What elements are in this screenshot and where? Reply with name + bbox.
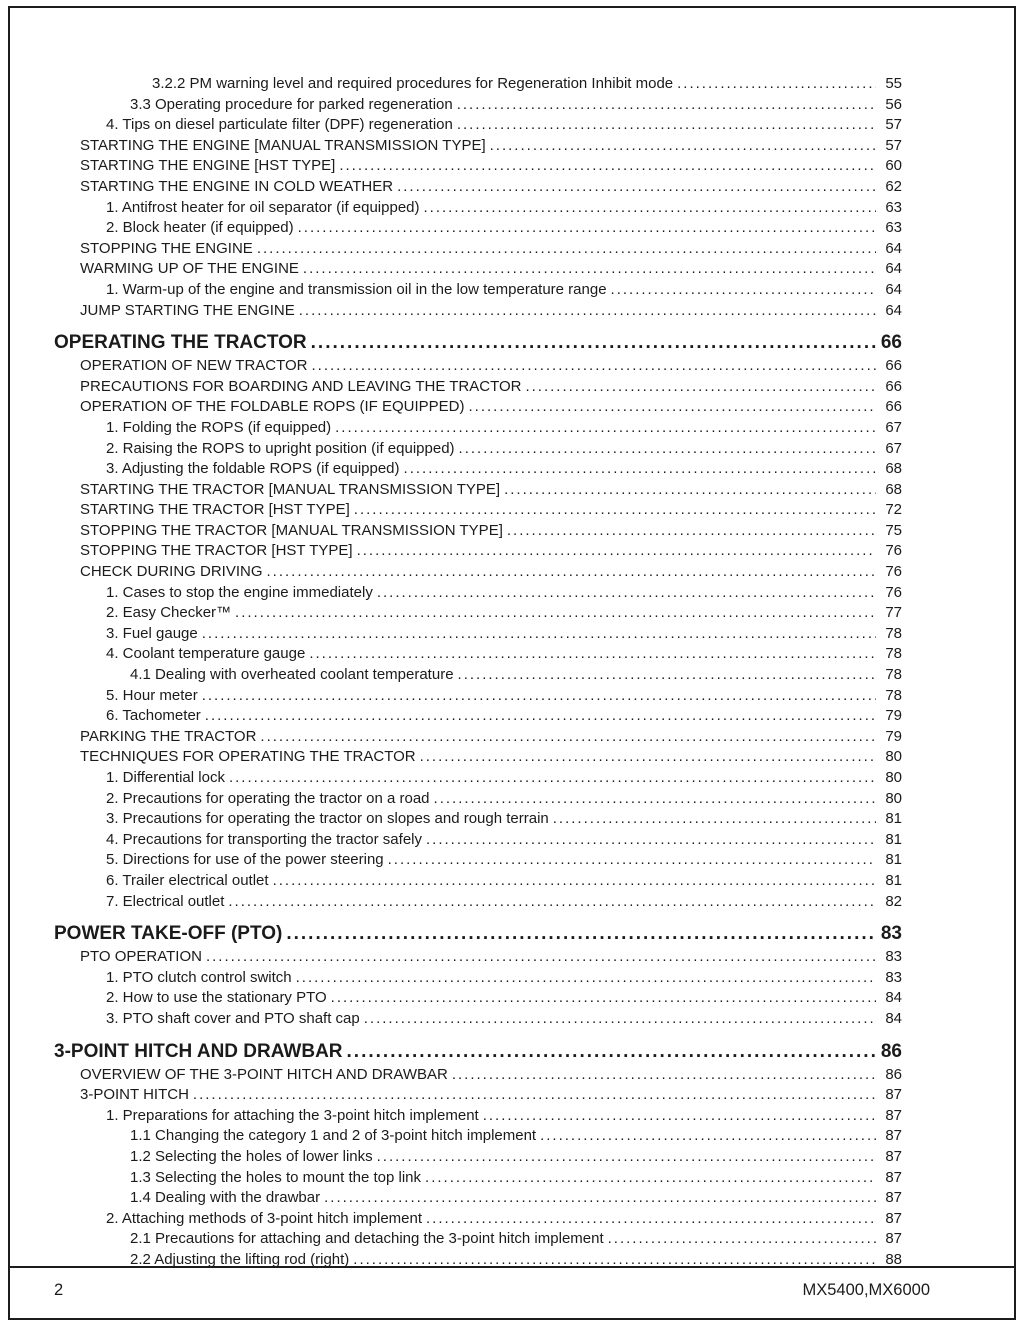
toc-entry-page: 83 <box>880 923 902 945</box>
toc-entry-page: 68 <box>885 480 902 498</box>
toc-entry-title: 1.4 Dealing with the drawbar <box>130 1189 321 1207</box>
toc-entry <box>54 397 902 418</box>
toc-entry <box>54 686 902 707</box>
dot-leader <box>404 459 876 480</box>
dot-leader <box>377 1147 876 1168</box>
toc-entry-page: 75 <box>885 521 902 539</box>
toc-entry-page: 64 <box>885 260 902 278</box>
toc-entry-title: CHECK DURING DRIVING <box>80 563 263 581</box>
toc-entry-title: 1. Differential lock <box>106 769 225 786</box>
toc-entry <box>54 747 902 768</box>
toc-entry-title: 2.2 Adjusting the lifting rod (right) <box>130 1250 350 1266</box>
dot-leader <box>452 1065 876 1086</box>
dot-leader <box>483 1106 876 1127</box>
dot-leader <box>202 686 876 707</box>
toc-entry-title: 4.1 Dealing with overheated coolant temperature <box>130 666 454 684</box>
toc-entry <box>54 1106 902 1127</box>
toc-entry-title: OPERATION OF NEW TRACTOR <box>80 357 308 375</box>
dot-leader <box>303 259 876 280</box>
dot-leader <box>260 727 876 748</box>
toc-entry-page: 81 <box>885 851 902 869</box>
toc-entry-page: 83 <box>885 968 902 986</box>
toc-entry-page: 79 <box>885 707 902 725</box>
toc-entry-title: OPERATING THE TRACTOR <box>54 332 307 354</box>
toc-entry-title: 4. Tips on diesel particulate filter (DPF) regeneration <box>106 116 453 134</box>
toc-entry-title: 6. Tachometer <box>106 707 201 725</box>
dot-leader <box>553 809 876 830</box>
toc-entry <box>54 177 902 198</box>
toc-entry-page: 77 <box>885 604 902 622</box>
toc-entry-title: PTO OPERATION <box>80 948 202 966</box>
toc-entry-page: 72 <box>885 501 902 519</box>
toc-entry-title: 4. Coolant temperature gauge <box>106 645 306 663</box>
dot-leader <box>397 177 876 198</box>
toc-entry <box>54 1009 902 1030</box>
dot-leader <box>257 239 876 260</box>
dot-leader <box>459 439 876 460</box>
toc-entry-page: 80 <box>885 769 902 786</box>
toc-entry-title: 3-POINT HITCH AND DRAWBAR <box>54 1040 343 1062</box>
footer-page-number: 2 <box>54 1280 64 1299</box>
dot-leader <box>298 218 876 239</box>
toc-entry-title: 3. Fuel gauge <box>106 624 198 642</box>
toc-entry-title: OPERATION OF THE FOLDABLE ROPS (IF EQUIPPED) <box>80 398 465 416</box>
toc-entry <box>54 624 902 645</box>
toc-entry <box>54 541 902 562</box>
toc-entry-page: 57 <box>885 116 902 134</box>
toc-entry <box>54 644 902 665</box>
toc-entry-title: 3.3 Operating procedure for parked regeneration <box>130 95 453 113</box>
dot-leader <box>490 136 876 157</box>
toc-entry-page: 86 <box>885 1065 902 1083</box>
dot-leader <box>434 789 876 810</box>
toc-entry-page: 63 <box>885 219 902 237</box>
toc-entry-page: 86 <box>880 1040 902 1062</box>
toc-entry-page: 76 <box>885 583 902 601</box>
dot-leader <box>426 1209 876 1230</box>
toc-entry-page: 81 <box>885 830 902 848</box>
toc-entry-title: 1.1 Changing the category 1 and 2 of 3-point hitch implement <box>130 1127 537 1145</box>
dot-leader <box>309 644 876 665</box>
dot-leader <box>525 377 876 398</box>
toc-entry-page: 60 <box>885 157 902 175</box>
dot-leader <box>354 500 876 521</box>
dot-leader <box>311 330 876 356</box>
toc-entry-title: 3.2.2 PM warning level and required procedures for Regeneration Inhibit mode <box>152 75 674 92</box>
toc-entry-title: STOPPING THE ENGINE <box>80 239 253 257</box>
toc-entry-title: 2. Attaching methods of 3-point hitch implement <box>106 1209 423 1227</box>
toc-entry <box>54 115 902 136</box>
toc-entry <box>54 1209 902 1230</box>
toc-entry <box>54 1085 902 1106</box>
toc-entry-title: POWER TAKE-OFF (PTO) <box>54 923 283 945</box>
dot-leader <box>286 921 876 947</box>
toc-entry <box>54 665 902 686</box>
toc-entry <box>54 198 902 219</box>
toc-entry-page: 64 <box>885 280 902 298</box>
dot-leader <box>504 480 876 501</box>
toc-entry <box>54 480 902 501</box>
toc-entry-page: 88 <box>885 1250 902 1266</box>
toc-entry-page: 81 <box>885 810 902 828</box>
toc-entry-title: 1.3 Selecting the holes to mount the top link <box>130 1168 422 1186</box>
toc-entry-page: 55 <box>885 75 902 92</box>
toc-entry <box>54 768 902 789</box>
toc-entry <box>54 892 902 913</box>
toc-entry-title: WARMING UP OF THE ENGINE <box>80 260 299 278</box>
toc-entry-title: 1. Cases to stop the engine immediately <box>106 583 373 601</box>
toc-entry-page: 64 <box>885 239 902 257</box>
toc-entry-title: 2. Easy Checker™ <box>106 604 232 622</box>
toc-entry <box>54 968 902 989</box>
toc-entry-page: 84 <box>885 1009 902 1027</box>
dot-leader <box>339 156 876 177</box>
dot-leader <box>193 1085 876 1106</box>
toc-entry <box>54 280 902 301</box>
toc-entry-page: 56 <box>885 95 902 113</box>
toc-entry-title: 2. How to use the stationary PTO <box>106 989 327 1007</box>
toc-entry-title: STOPPING THE TRACTOR [MANUAL TRANSMISSION TYPE] <box>80 521 503 539</box>
dot-leader <box>235 603 876 624</box>
dot-leader <box>611 280 876 301</box>
toc-entry-page: 83 <box>885 948 902 966</box>
toc-entry-page: 76 <box>885 542 902 560</box>
toc-entry <box>54 947 902 968</box>
toc-chapter-entry <box>54 921 902 947</box>
toc-entry-page: 78 <box>885 686 902 704</box>
toc-entry-title: 5. Hour meter <box>106 686 198 704</box>
toc-entry-title: 2. Block heater (if equipped) <box>106 219 294 237</box>
dot-leader <box>312 356 876 377</box>
toc-entry <box>54 439 902 460</box>
toc-entry-page: 78 <box>885 666 902 684</box>
toc-entry <box>54 706 902 727</box>
dot-leader <box>377 583 876 604</box>
toc-entry-page: 87 <box>885 1230 902 1248</box>
toc-entry-title: 1. Folding the ROPS (if equipped) <box>106 418 332 436</box>
toc-entry <box>54 136 902 157</box>
dot-leader <box>229 768 876 789</box>
toc-entry <box>54 1168 902 1189</box>
toc-entry <box>54 830 902 851</box>
toc-entry-title: JUMP STARTING THE ENGINE <box>80 301 295 319</box>
toc-entry-title: PRECAUTIONS FOR BOARDING AND LEAVING THE TRACTOR <box>80 377 522 395</box>
dot-leader <box>324 1188 876 1209</box>
toc-entry-page: 79 <box>885 727 902 745</box>
toc-entry <box>54 789 902 810</box>
toc-entry-title: 1. Antifrost heater for oil separator (if equipped) <box>106 198 420 216</box>
toc-entry-title: 1.2 Selecting the holes of lower links <box>130 1147 373 1165</box>
dot-leader <box>420 747 876 768</box>
toc-entry <box>54 988 902 1009</box>
dot-leader <box>335 418 876 439</box>
toc-entry-page: 87 <box>885 1106 902 1124</box>
toc-entry <box>54 218 902 239</box>
toc-chapter-entry <box>54 1039 902 1065</box>
toc-entry-page: 68 <box>885 460 902 478</box>
toc-entry-title: STARTING THE ENGINE IN COLD WEATHER <box>80 177 394 195</box>
toc-entry-page: 78 <box>885 624 902 642</box>
dot-leader <box>267 562 876 583</box>
toc-entry-page: 62 <box>885 177 902 195</box>
dot-leader <box>426 830 876 851</box>
toc-entry-page: 66 <box>880 332 902 354</box>
toc-entry <box>54 1188 902 1209</box>
toc-entry-page: 82 <box>885 892 902 910</box>
toc-entry-title: 6. Trailer electrical outlet <box>106 871 269 889</box>
toc-entry <box>54 1065 902 1086</box>
toc-entry <box>54 356 902 377</box>
toc-entry-title: TECHNIQUES FOR OPERATING THE TRACTOR <box>80 748 416 766</box>
toc-entry-page: 87 <box>885 1168 902 1186</box>
dot-leader <box>469 397 876 418</box>
toc-entry <box>54 1126 902 1147</box>
page-footer <box>10 1266 1014 1318</box>
toc-entry-page: 87 <box>885 1086 902 1104</box>
dot-leader <box>677 74 876 95</box>
toc-entry-page: 80 <box>885 789 902 807</box>
toc-entry <box>54 418 902 439</box>
toc-entry <box>54 95 902 116</box>
toc-entry <box>54 156 902 177</box>
toc-entry-page: 87 <box>885 1189 902 1207</box>
toc-entry-title: STARTING THE TRACTOR [MANUAL TRANSMISSION TYPE] <box>80 480 501 498</box>
toc-entry-title: 2. Precautions for operating the tractor on a road <box>106 789 430 807</box>
toc-entry-title: 4. Precautions for transporting the tractor safely <box>106 830 422 848</box>
toc-entry-title: 7. Electrical outlet <box>106 892 225 910</box>
dot-leader <box>347 1039 876 1065</box>
toc-entry-page: 84 <box>885 989 902 1007</box>
dot-leader <box>353 1250 876 1266</box>
toc-entry-page: 78 <box>885 645 902 663</box>
toc-entry-title: 3. PTO shaft cover and PTO shaft cap <box>106 1009 360 1027</box>
toc-entry <box>54 377 902 398</box>
toc-entry-page: 66 <box>885 377 902 395</box>
dot-leader <box>388 850 876 871</box>
toc-entry-title: STARTING THE TRACTOR [HST TYPE] <box>80 501 350 519</box>
toc-entry-page: 87 <box>885 1209 902 1227</box>
dot-leader <box>299 301 876 322</box>
toc-entry-page: 63 <box>885 198 902 216</box>
toc-entry-page: 80 <box>885 748 902 766</box>
toc-entry <box>54 850 902 871</box>
dot-leader <box>457 115 876 136</box>
dot-leader <box>331 988 876 1009</box>
dot-leader <box>425 1168 876 1189</box>
dot-leader <box>608 1229 876 1250</box>
toc-entry-title: 3. Precautions for operating the tractor on slopes and rough terrain <box>106 810 549 828</box>
toc-entry <box>54 459 902 480</box>
manual-page <box>8 6 1016 1320</box>
dot-leader <box>202 624 876 645</box>
toc-entry <box>54 809 902 830</box>
toc-entry-title: STOPPING THE TRACTOR [HST TYPE] <box>80 542 353 560</box>
table-of-contents <box>10 8 1014 1266</box>
toc-entry <box>54 583 902 604</box>
dot-leader <box>364 1009 876 1030</box>
toc-entry-title: 5. Directions for use of the power steering <box>106 851 384 869</box>
dot-leader <box>357 541 876 562</box>
toc-entry <box>54 521 902 542</box>
toc-entry-page: 67 <box>885 439 902 457</box>
toc-entry <box>54 871 902 892</box>
toc-entry-page: 66 <box>885 357 902 375</box>
dot-leader <box>228 892 876 913</box>
toc-entry <box>54 1250 902 1266</box>
footer-model-number: MX5400,MX6000 <box>802 1280 930 1299</box>
dot-leader <box>457 95 876 116</box>
toc-chapter-entry <box>54 330 902 356</box>
toc-entry <box>54 500 902 521</box>
toc-entry-title: STARTING THE ENGINE [HST TYPE] <box>80 157 336 175</box>
toc-entry <box>54 74 902 95</box>
dot-leader <box>424 198 876 219</box>
toc-entry-title: OVERVIEW OF THE 3-POINT HITCH AND DRAWBAR <box>80 1065 448 1083</box>
toc-entry-page: 57 <box>885 136 902 154</box>
toc-entry <box>54 301 902 322</box>
toc-entry-page: 66 <box>885 398 902 416</box>
toc-entry <box>54 1229 902 1250</box>
toc-entry-title: 1. Preparations for attaching the 3-point hitch implement <box>106 1106 479 1124</box>
toc-entry-title: 3-POINT HITCH <box>80 1086 189 1104</box>
toc-entry-page: 81 <box>885 871 902 889</box>
toc-entry <box>54 562 902 583</box>
toc-entry-title: 2. Raising the ROPS to upright position (if equipped) <box>106 439 455 457</box>
dot-leader <box>458 665 876 686</box>
toc-entry-title: 1. PTO clutch control switch <box>106 968 292 986</box>
toc-entry <box>54 603 902 624</box>
toc-entry-title: 2.1 Precautions for attaching and detaching the 3-point hitch implement <box>130 1230 604 1248</box>
toc-entry-page: 76 <box>885 563 902 581</box>
dot-leader <box>273 871 876 892</box>
toc-entry <box>54 259 902 280</box>
toc-entry-page: 67 <box>885 418 902 436</box>
toc-entry-page: 64 <box>885 301 902 319</box>
toc-entry-title: 3. Adjusting the foldable ROPS (if equipped) <box>106 460 400 478</box>
toc-entry-title: PARKING THE TRACTOR <box>80 727 257 745</box>
toc-entry-title: 1. Warm-up of the engine and transmission oil in the low temperature range <box>106 280 607 298</box>
toc-entry-page: 87 <box>885 1127 902 1145</box>
toc-entry <box>54 1147 902 1168</box>
dot-leader <box>205 706 876 727</box>
toc-entry-title: STARTING THE ENGINE [MANUAL TRANSMISSION TYPE] <box>80 136 486 154</box>
dot-leader <box>296 968 876 989</box>
toc-entry <box>54 727 902 748</box>
dot-leader <box>540 1126 876 1147</box>
toc-entry <box>54 239 902 260</box>
dot-leader <box>507 521 876 542</box>
toc-entry-page: 87 <box>885 1147 902 1165</box>
dot-leader <box>206 947 876 968</box>
